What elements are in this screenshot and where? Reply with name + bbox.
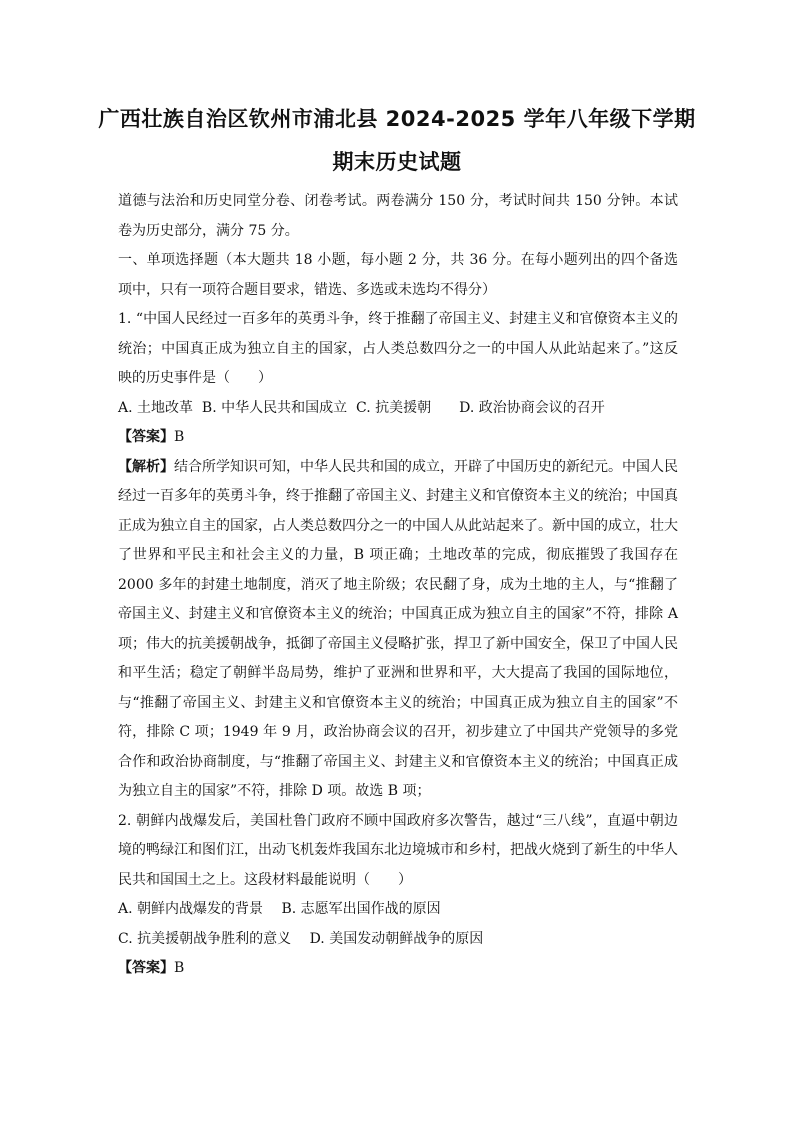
question-1-answer (118, 423, 678, 453)
section-heading: 一、单项选择题（本大题共 18 小题，每小题 2 分，共 36 分。在每小题列出的四个备选项中，只有一项符合题目要求，错选、多选或未选均不得分） (118, 252, 678, 298)
question-1-analysis (118, 453, 678, 807)
exam-intro: 道德与法治和历史同堂分卷、闭卷考试。两卷满分 150 分，考试时间共 150 分钟。本试卷为历史部分，满分 75 分。 (118, 193, 678, 239)
question-1-stem: 1. “中国人民经过一百多年的英勇斗争，终于推翻了帝国主义、封建主义和官僚资本主义的统治；中国真正成为独立自主的国家，占人类总数四分之一的中国人从此站起来了。”这反映的历史事件是（ ） (118, 311, 678, 386)
analysis-label: 【解析】 (118, 458, 174, 475)
question-2-options-line1: A. 朝鲜内战爆发的背景 B. 志愿军出国作战的原因 (118, 901, 441, 917)
question-2-options-line2: C. 抗美援朝战争胜利的意义 D. 美国发动朝鲜战争的原因 (118, 930, 484, 947)
question-2-answer (118, 954, 678, 984)
question-2-stem: 2. 朝鲜内战爆发后，美国杜鲁门政府不顾中国政府多次警告，越过“三八线”，直逼中朝边境的鸭绿江和图们江，出动飞机轰炸我国东北边境城市和乡村，把战火烧到了新生的中华人民共和国国土之上。这段材料最能说明（ ） (118, 812, 678, 888)
answer-value: B (174, 960, 185, 976)
answer-label: 【答案】 (118, 960, 174, 976)
analysis-text: 结合所学知识可知，中华人民共和国的成立，开辟了中国历史的新纪元。中国人民经过一百多年的英勇斗争，终于推翻了帝国主义、封建主义和官僚资本主义的统治；中国真正成为独立自主的国家，占人类总数四分之一的中国人从此站起来了。新中国的成立，壮大了世界和平民主和社会主义的力量，B 项正确；土地改革的完成，彻底摧毁了我国存在 2000 多年的封建土地制度，消灭了地主阶级；农民翻了身，成为土地的主人，与“推翻了帝国主义、封建主义和官僚资本主义的统治；中国真正成为独立自主的国家”不符，排除 A 项；伟大的抗美援朝战争，抵御了帝国主义侵略扩张，捍卫了新中国安全，保卫了中国人民和平生活；稳定了朝鲜半岛局势，维护了亚洲和世界和平，大大提高了我国的国际地位，与“推翻了帝国主义、封建主义和官僚资本主义的统治；中国真正成为独立自主的国家”不符，排除 C 项；1949 年 9 月，政治协商会议的召开，初步建立了中国共产党领导的多党合作和政治协商制度，与“推翻了帝国主义、封建主义和官僚资本主义的统治；中国真正成为独立自主的国家”不符，排除 D 项。故选 B 项； (118, 458, 678, 799)
answer-label: 【答案】 (118, 429, 174, 445)
document-title-line1: 广西壮族自治区钦州市浦北县 2024-2025 学年八年级下学期 (98, 107, 696, 131)
document-body (118, 187, 678, 984)
answer-value: B (174, 429, 185, 445)
question-1-options: A. 土地改革 B. 中华人民共和国成立 C. 抗美援朝 D. 政治协商会议的召开 (118, 399, 605, 416)
document-title-line2: 期末历史试题 (332, 150, 462, 174)
